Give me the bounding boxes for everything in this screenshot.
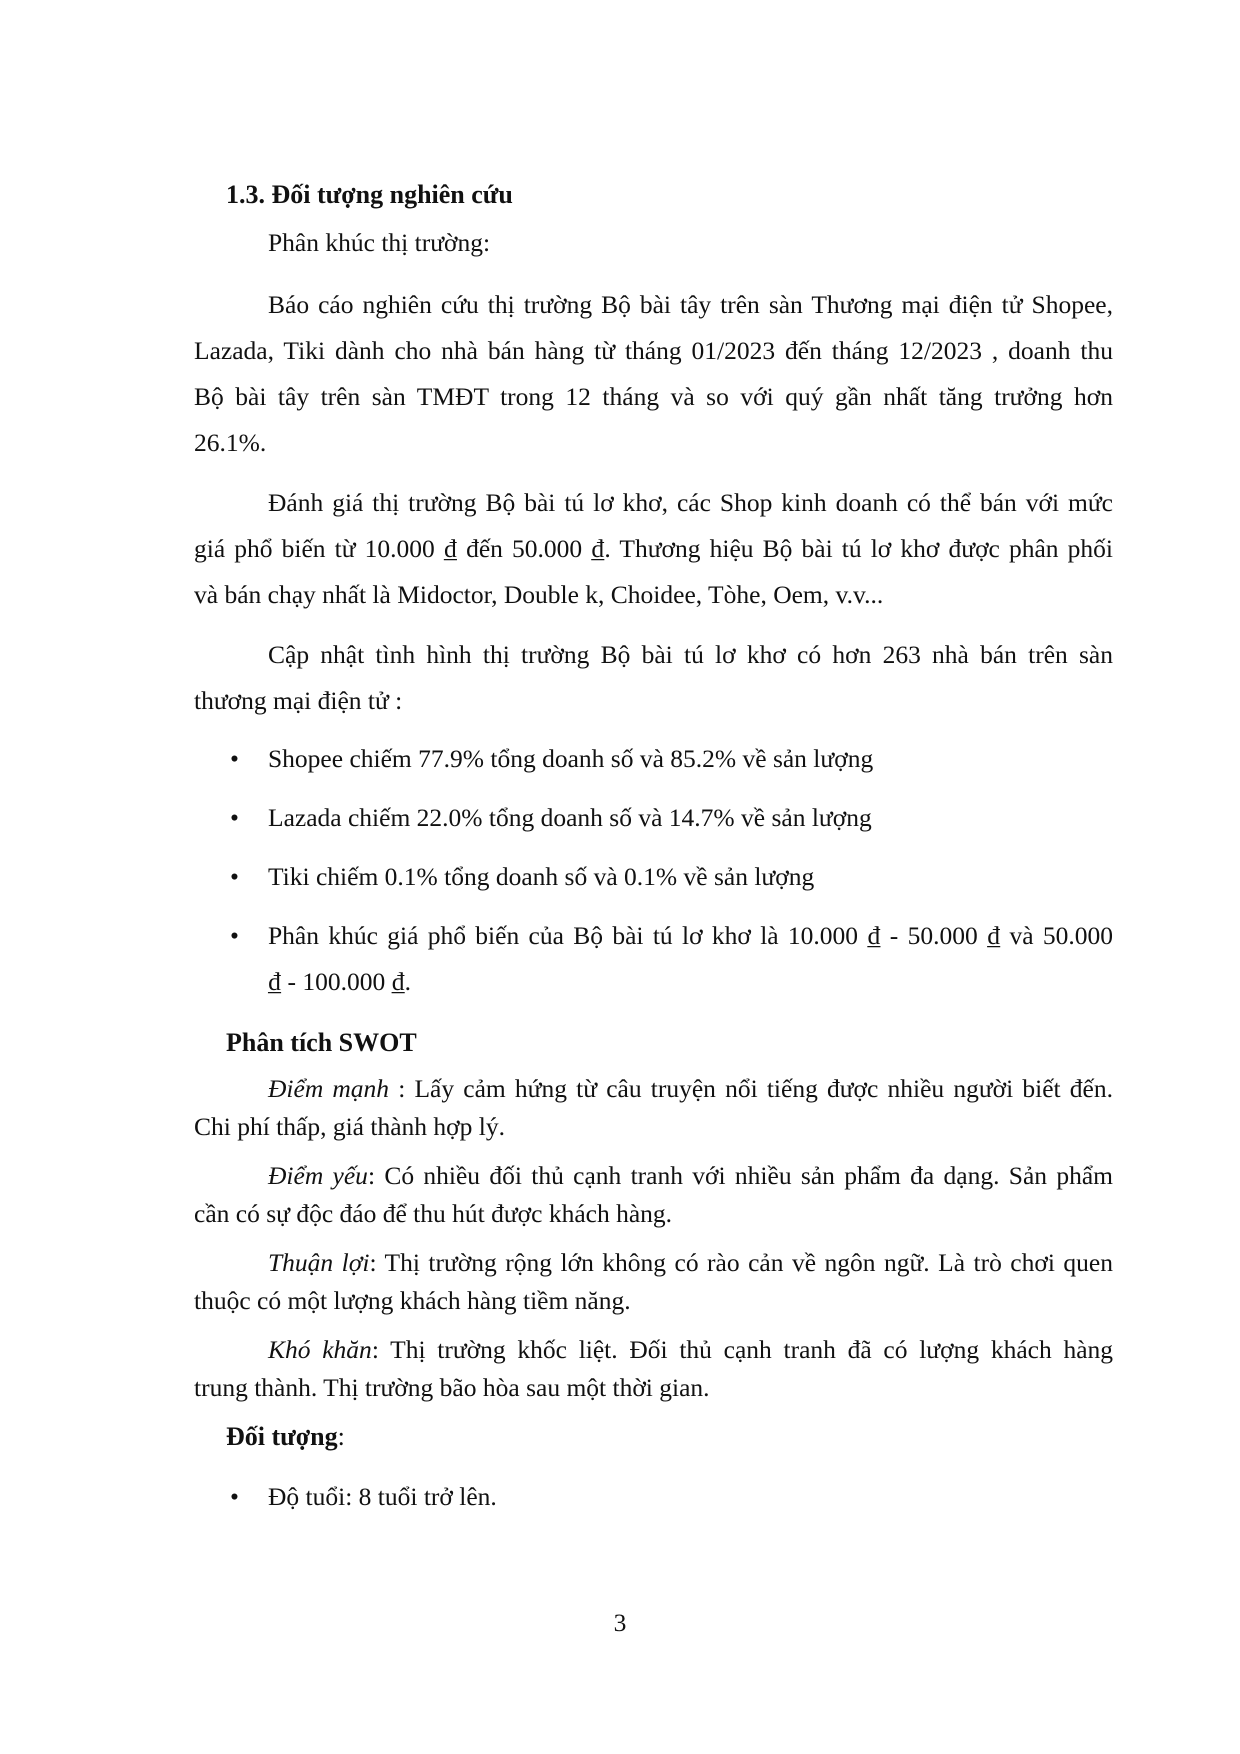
- bullet-icon: •: [230, 803, 239, 832]
- bullet-icon: •: [230, 921, 239, 950]
- bullet-icon: •: [230, 744, 239, 773]
- text-line: Lazada, Tiki dành cho nhà bán hàng từ tháng 01/2023 đến tháng 12/2023 , doanh thu: [194, 336, 1113, 365]
- text-line: thương mại điện tử :: [194, 686, 403, 715]
- text-line: Khó khăn: Thị trường khốc liệt. Đối thủ cạnh tranh đã có lượng khách hàng: [268, 1335, 1114, 1364]
- page-number: 3: [613, 1608, 627, 1637]
- text-line: giá phổ biến từ 10.000 ₫ đến 50.000 ₫. Thương hiệu Bộ bài tú lơ khơ được phân phối: [194, 534, 1113, 563]
- weakness-label: Điểm yếu: [268, 1161, 368, 1190]
- bullet-icon: •: [230, 862, 239, 891]
- list-item: Tiki chiếm 0.1% tổng doanh số và 0.1% về sản lượng: [268, 862, 815, 891]
- text-line: Thuận lợi: Thị trường rộng lớn không có rào cản về ngôn ngữ. Là trò chơi quen: [268, 1248, 1113, 1277]
- text-line: Bộ bài tây trên sàn TMĐT trong 12 tháng và so với quý gần nhất tăng trưởng hơn: [194, 382, 1113, 411]
- list-item: Độ tuổi: 8 tuổi trở lên.: [268, 1482, 497, 1511]
- strength-label: Điểm mạnh: [268, 1074, 390, 1103]
- text-line: cần có sự độc đáo để thu hút được khách hàng.: [194, 1199, 673, 1228]
- swot-heading: Phân tích SWOT: [226, 1028, 417, 1057]
- text-line: 26.1%.: [194, 428, 267, 457]
- threat-label: Khó khăn: [268, 1335, 372, 1364]
- text-line: Đánh giá thị trường Bộ bài tú lơ khơ, các Shop kinh doanh có thể bán với mức: [268, 488, 1113, 517]
- text-line: trung thành. Thị trường bão hòa sau một thời gian.: [194, 1373, 710, 1402]
- list-item: Lazada chiếm 22.0% tổng doanh số và 14.7% về sản lượng: [268, 803, 872, 832]
- market-segment-label: Phân khúc thị trường:: [268, 228, 491, 257]
- text-line: Cập nhật tình hình thị trường Bộ bài tú lơ khơ có hơn 263 nhà bán trên sàn: [268, 640, 1113, 669]
- text-line: và bán chạy nhất là Midoctor, Double k, Choidee, Tòhe, Oem, v.v...: [194, 580, 884, 609]
- text-line: thuộc có một lượng khách hàng tiềm năng.: [194, 1286, 631, 1315]
- section-heading: 1.3. Đối tượng nghiên cứu: [226, 180, 513, 209]
- text-line: Điểm yếu: Có nhiều đối thủ cạnh tranh với nhiều sản phẩm đa dạng. Sản phẩm: [268, 1161, 1113, 1190]
- bullet-icon: •: [230, 1482, 239, 1511]
- list-item: Phân khúc giá phổ biến của Bộ bài tú lơ khơ là 10.000 ₫ - 50.000 ₫ và 50.000: [268, 921, 1113, 950]
- audience-heading: Đối tượng:: [226, 1422, 345, 1451]
- list-item: Shopee chiếm 77.9% tổng doanh số và 85.2% về sản lượng: [268, 744, 874, 773]
- text-line: Chi phí thấp, giá thành hợp lý.: [194, 1112, 505, 1141]
- text-line: Điểm mạnh : Lấy cảm hứng từ câu truyện nổi tiếng được nhiều người biết đến.: [268, 1074, 1113, 1103]
- opportunity-label: Thuận lợi: [268, 1248, 370, 1277]
- list-item-continuation: ₫ - 100.000 ₫.: [268, 967, 412, 996]
- text-line: Báo cáo nghiên cứu thị trường Bộ bài tây trên sàn Thương mại điện tử Shopee,: [268, 290, 1113, 319]
